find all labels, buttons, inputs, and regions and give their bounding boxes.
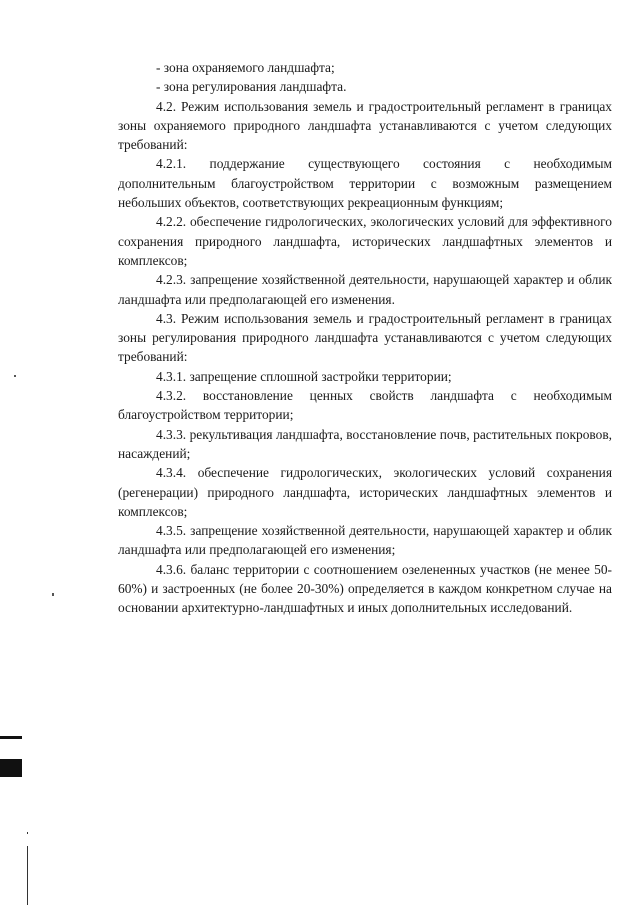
paragraph-4-3-3: 4.3.3. рекультивация ландшафта, восстановление почв, растительных покровов, насаждений; bbox=[118, 426, 612, 461]
paragraph-4-3-5: 4.3.5. запрещение хозяйственной деятельности, нарушающей характер и облик ландшафта или предполагающей его изменения; bbox=[118, 523, 612, 558]
paragraph-4-2-3: 4.2.3. запрещение хозяйственной деятельности, нарушающей характер и облик ландшафта или предполагающей его изменения. bbox=[118, 272, 612, 307]
paragraph-4-3-2: 4.3.2. восстановление ценных свойств ландшафта с необходимым благоустройством территории; bbox=[118, 388, 612, 423]
paragraph-4-3: 4.3. Режим использования земель и градостроительный регламент в границах зоны регулирования природного ландшафта устанавливаются с учетом следующих требований: bbox=[118, 310, 612, 365]
scan-speck bbox=[14, 375, 16, 377]
paragraph-4-3-6: 4.3.6. баланс территории с соотношением озелененных участков (не менее 50-60%) и застроенных (не более 20-30%) определяется в каждом конкретном случае на основании архитектурно-ландшафтных и иных дополнительных исследований. bbox=[118, 561, 612, 616]
paragraph-4-2-2: 4.2.2. обеспечение гидрологических, экологических условий для эффективного сохранения природного ландшафта, исторических ландшафтных элементов и комплексов; bbox=[118, 214, 612, 268]
paragraph-4-2: 4.2. Режим использования земель и градостроительный регламент в границах зоны охраняемого природного ландшафта устанавливаются с учетом следующих требований: bbox=[118, 98, 612, 153]
scan-edge-mark bbox=[0, 736, 22, 739]
scan-edge-line bbox=[27, 846, 28, 905]
document-body bbox=[118, 58, 612, 618]
paragraph-4-3-4: 4.3.4. обеспечение гидрологических, экологических условий сохранения (регенерации) природного ландшафта, исторических ландшафтных элементов и комплексов; bbox=[118, 465, 612, 519]
list-item-protected-zone: - зона охраняемого ландшафта; bbox=[156, 60, 335, 75]
scan-speck bbox=[52, 593, 54, 596]
paragraph-4-2-1: 4.2.1. поддержание существующего состояния с необходимым дополнительным благоустройством территории с возможным размещением небольших объектов, соответствующих рекреационным функциям; bbox=[118, 156, 612, 211]
paragraph-4-3-1: 4.3.1. запрещение сплошной застройки территории; bbox=[156, 368, 452, 384]
scan-edge-mark bbox=[0, 759, 22, 777]
list-item-regulation-zone: - зона регулирования ландшафта. bbox=[156, 79, 347, 95]
scan-edge-line bbox=[27, 832, 28, 834]
